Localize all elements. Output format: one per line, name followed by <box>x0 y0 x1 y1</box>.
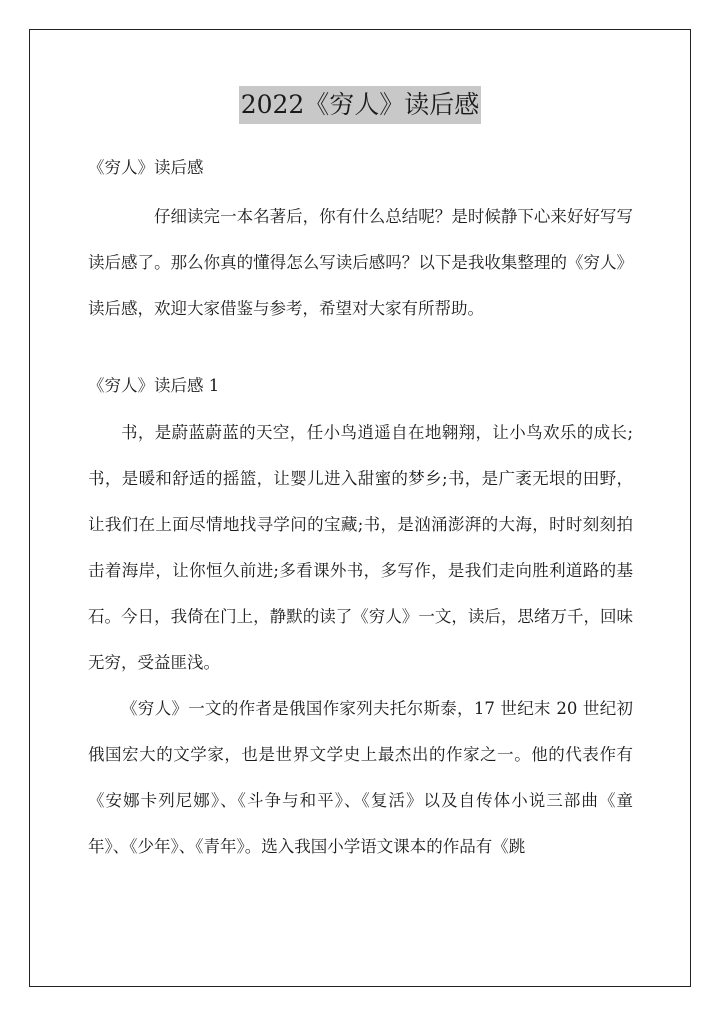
document-body <box>88 148 633 870</box>
intro-heading: 《穷人》读后感 <box>88 158 204 177</box>
title-container <box>0 86 720 124</box>
document-title: 2022《穷人》读后感 <box>239 86 482 124</box>
intro-paragraph: 仔细读完一本名著后，你有什么总结呢？是时候静下心来好好写写读后感了。那么你真的懂得怎么写读后感吗？以下是我收集整理的《穷人》读后感，欢迎大家借鉴与参考，希望对大家有所帮助。 <box>88 207 633 318</box>
section-spacer <box>88 332 633 366</box>
section1-heading: 《穷人》读后感 1 <box>88 376 220 395</box>
section1-paragraph-1: 书，是蔚蓝蔚蓝的天空，任小鸟逍遥自在地翱翔，让小鸟欢乐的成长;书，是暖和舒适的摇篮，让婴儿进入甜蜜的梦乡;书，是广袤无垠的田野，让我们在上面尽情地找寻学问的宝藏;书，是汹涌澎湃的大海，时时刻刻拍击着海岸，让你恒久前进;多看课外书，多写作，是我们走向胜利道路的基石。今日，我倚在门上，静默的读了《穷人》一文，读后，思绪万千，回味无穷，受益匪浅。 <box>88 423 633 672</box>
section1-paragraph-2: 《穷人》一文的作者是俄国作家列夫托尔斯泰，17 世纪末 20 世纪初俄国宏大的文学家，也是世界文学史上最杰出的作家之一。他的代表作有《安娜卡列尼娜》、《斗争与和平》、《复活》以及自传体小说三部曲《童年》、《少年》、《青年》。选入我国小学语文课本的作品有《跳 <box>88 699 633 856</box>
